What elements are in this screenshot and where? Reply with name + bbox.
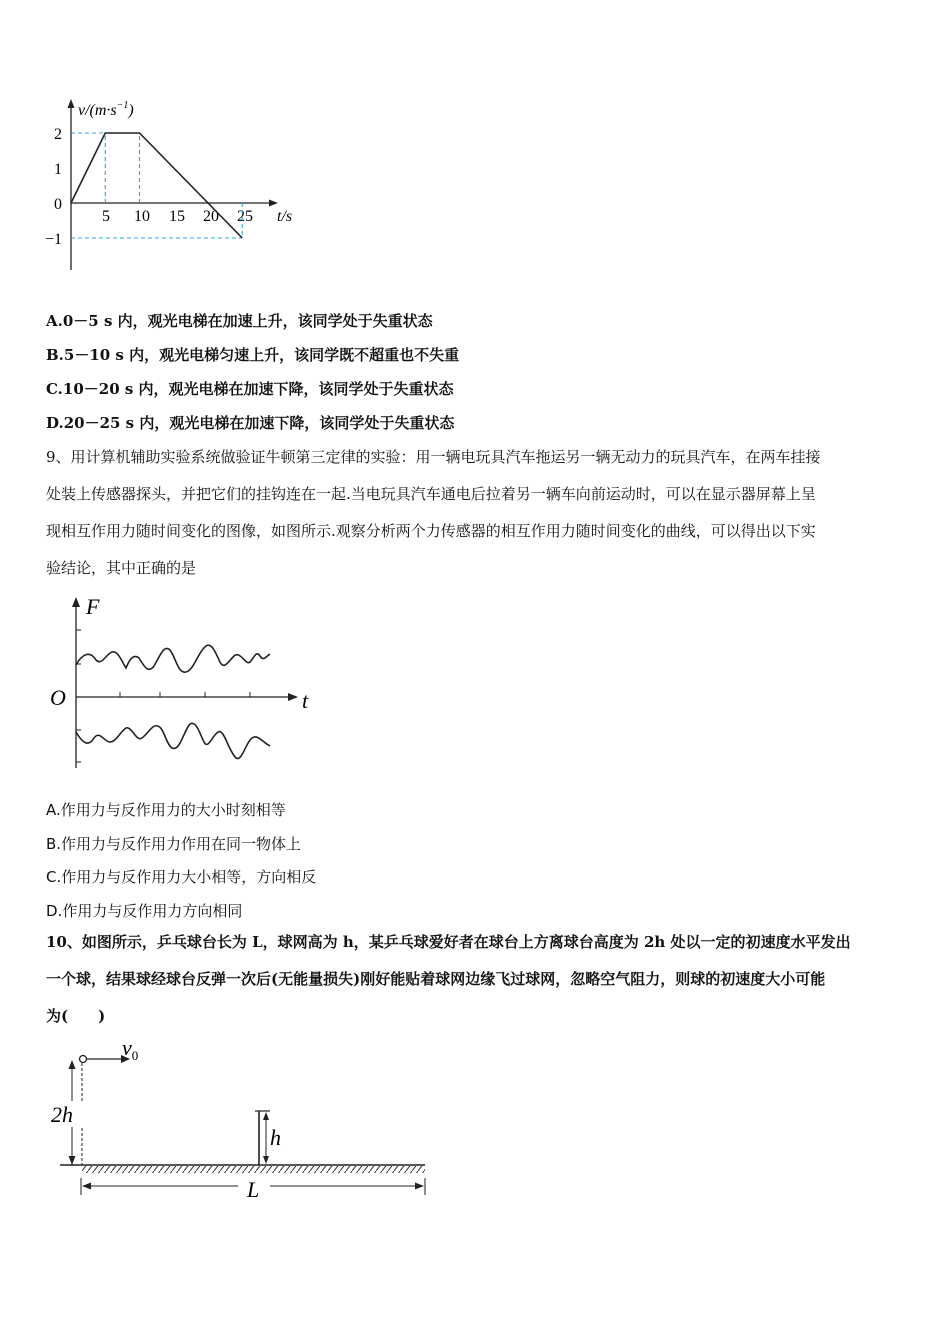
q9-stem: [46, 439, 906, 587]
table-tennis-figure: [40, 1035, 440, 1210]
ft-y-label: F: [86, 594, 100, 619]
vt-x-arrow: [269, 200, 278, 207]
q10-line-3: 为( ): [46, 1007, 106, 1025]
length-label: L: [247, 1177, 260, 1202]
q8-option-d: D.20－25 s 内，观光电梯在加速下降，该同学处于失重状态: [46, 414, 455, 432]
q8-option-a: A.0－5 s 内，观光电梯在加速上升，该同学处于失重状态: [46, 312, 433, 330]
ft-origin-label: O: [50, 685, 66, 710]
q10-stem: [46, 924, 906, 1035]
velocity-label: $v_0$: [122, 1035, 139, 1063]
vt-y-label: $v/(m\cdot s^{-1})$: [78, 100, 134, 119]
vt-xtick-25: 25: [237, 208, 253, 225]
vt-ytick-neg1: −1: [45, 231, 63, 248]
q9-option-b: B.作用力与反作用力作用在同一物体上: [46, 835, 302, 853]
ft-figure: [40, 592, 320, 772]
height-2h-arrow-bottom: [69, 1156, 76, 1165]
q10-line-1: 10、如图所示，乒乓球台长为 L，球网高为 h，某乒乓球爱好者在球台上方离球台高度为 2h 处以一定的初速度水平发出: [46, 933, 851, 951]
vt-chart: [40, 95, 320, 280]
q9-option-a: A.作用力与反作用力的大小时刻相等: [46, 801, 286, 819]
length-arrow-left: [82, 1183, 91, 1190]
vt-xtick-10: 10: [134, 208, 150, 225]
q9-option-c: C.作用力与反作用力大小相等，方向相反: [46, 868, 317, 886]
vt-x-label: t/s: [277, 208, 293, 225]
q10-line-2: 一个球，结果球经球台反弹一次后(无能量损失)刚好能贴着球网边缘飞过球网，忽略空气阻力，则球的初速度大小可能: [46, 970, 826, 988]
vt-xtick-5: 5: [102, 208, 110, 225]
q9-option-d: D.作用力与反作用力方向相同: [46, 902, 243, 920]
table-hatch: [82, 1166, 425, 1173]
ball: [80, 1056, 87, 1063]
vt-xtick-15: 15: [169, 208, 185, 225]
q9-line-2: 处装上传感器探头，并把它们的挂钩连在一起.当电玩具汽车通电后拉着另一辆车向前运动时，可以在显示器屏幕上呈: [46, 485, 816, 503]
vt-ytick-2: 2: [54, 126, 62, 143]
q8-option-b: B.5－10 s 内，观光电梯匀速上升，该同学既不超重也不失重: [46, 346, 460, 364]
q9-line-4: 验结论，其中正确的是: [46, 559, 197, 577]
vt-y-arrow: [68, 99, 75, 108]
length-arrow-right: [415, 1183, 424, 1190]
ft-upper-curve: [76, 645, 270, 672]
ft-y-arrow: [72, 597, 80, 607]
ft-x-arrow: [288, 693, 298, 701]
q9-line-1: 9、用计算机辅助实验系统做验证牛顿第三定律的实验：用一辆电玩具汽车拖运另一辆无动力的玩具汽车，在两车挂接: [46, 448, 821, 466]
net-height-label: h: [270, 1125, 281, 1150]
vt-ytick-0: 0: [54, 196, 62, 213]
q9-line-3: 现相互作用力随时间变化的图像，如图所示.观察分析两个力传感器的相互作用力随时间变化的曲线，可以得出以下实: [46, 522, 816, 540]
net-dim-arrow-bottom: [263, 1156, 269, 1164]
vt-ytick-1: 1: [54, 161, 62, 178]
q8-option-c: C.10－20 s 内，观光电梯在加速下降，该同学处于失重状态: [46, 380, 454, 398]
ft-x-label: t: [302, 688, 309, 713]
net-dim-arrow-top: [263, 1112, 269, 1120]
height-2h-arrow-top: [69, 1060, 76, 1069]
height-2h-label: 2h: [51, 1102, 73, 1127]
vt-xtick-20: 20: [203, 208, 219, 225]
ft-lower-curve: [76, 723, 270, 758]
